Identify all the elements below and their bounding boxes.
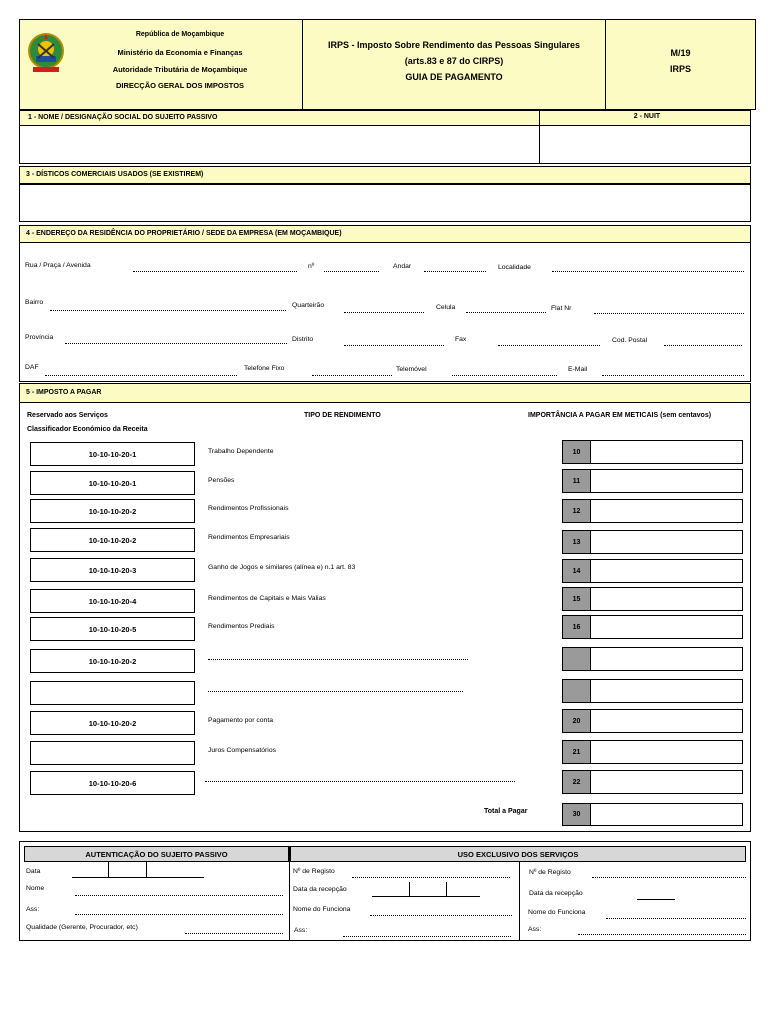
- localidade-field[interactable]: [552, 271, 744, 272]
- footer-divider-2: [519, 862, 520, 940]
- telemovel-label: Telemóvel: [396, 366, 427, 373]
- ministry-name: Ministério da Economia e Finanças: [117, 48, 243, 57]
- telefone-field[interactable]: [312, 375, 392, 376]
- classifier-code-box: 10-10-10-20-1: [30, 471, 195, 495]
- section4-label: 4 - ENDEREÇO DA RESIDÊNCIA DO PROPRIETÁRIO / SEDE DA EMPRESA (EM MOÇAMBIQUE): [26, 230, 342, 237]
- localidade-label: Localidade: [498, 264, 531, 271]
- email-label: E-Mail: [568, 366, 588, 373]
- amount-field[interactable]: [590, 740, 743, 764]
- fax-field[interactable]: [498, 345, 600, 346]
- classifier-code-box: [30, 681, 195, 705]
- classifier-code-box: 10-10-10-20-4: [30, 589, 195, 613]
- recepcao-sep-1: [409, 882, 410, 897]
- ass3-label: Ass:: [528, 926, 542, 933]
- nome-field[interactable]: [75, 895, 283, 896]
- reserved-label: Reservado aos Serviços: [27, 412, 108, 419]
- income-type-label: Ganho de Jogos e similares (alínea e) n.1 art. 83: [208, 564, 356, 571]
- nome-funcionario-label: Nome do Funciona: [293, 906, 351, 913]
- daf-field[interactable]: [45, 375, 237, 376]
- data-recepcao-field[interactable]: [372, 896, 480, 897]
- andar-field[interactable]: [424, 271, 486, 272]
- line-number-box: 12: [562, 499, 591, 523]
- nome-label: Nome: [26, 885, 45, 892]
- total-label: Total a Pagar: [484, 808, 528, 815]
- tax-title: IRPS - Imposto Sobre Rendimento das Pessoas Singulares: [327, 40, 581, 50]
- provincia-field[interactable]: [65, 343, 287, 344]
- rua-field[interactable]: [133, 271, 297, 272]
- amount-field[interactable]: [590, 440, 743, 464]
- guide-title: GUIA DE PAGAMENTO: [405, 72, 503, 82]
- data-recepcao-label-2: Data da recepção: [529, 890, 583, 897]
- income-type-label: Rendimentos Profissionais: [208, 505, 289, 512]
- quarteirao-label: Quarteirão: [292, 302, 325, 309]
- classifier-code-box: 10-10-10-20-3: [30, 558, 195, 582]
- numero-field[interactable]: [324, 271, 379, 272]
- numero-label: nº: [308, 263, 315, 270]
- ass2-label: Ass:: [294, 927, 308, 934]
- line-number-box: 21: [562, 740, 591, 764]
- directorate-name: DIRECÇÃO GERAL DOS IMPOSTOS: [115, 81, 245, 90]
- flat-field[interactable]: [594, 313, 744, 314]
- classifier-label: Classificador Económico da Receita: [27, 426, 148, 433]
- classifier-code-box: 10-10-10-20-2: [30, 649, 195, 673]
- date-sep-1: [108, 862, 109, 878]
- name-field[interactable]: [19, 125, 540, 164]
- cod-postal-label: Cod. Postal: [612, 337, 648, 344]
- other-income-line[interactable]: [205, 781, 515, 782]
- tipo-rendimento-header: TIPO DE RENDIMENTO: [304, 412, 381, 419]
- coat-of-arms-emblem: [24, 30, 68, 76]
- income-type-label: Rendimentos de Capitais e Mais Valias: [208, 595, 326, 602]
- amount-field[interactable]: [590, 770, 743, 794]
- ass-field[interactable]: [75, 914, 283, 915]
- income-type-label: Juros Compensatórios: [208, 747, 276, 754]
- classifier-code-box: [30, 741, 195, 765]
- line-number-box: 20: [562, 709, 591, 733]
- classifier-code-box: 10-10-10-20-2: [30, 499, 195, 523]
- data-label: Data: [26, 868, 41, 875]
- celula-field[interactable]: [466, 312, 546, 313]
- importancia-header: IMPORTÂNCIA A PAGAR EM METICAIS (sem centavos): [528, 412, 712, 419]
- total-amount-field[interactable]: [590, 803, 743, 826]
- quarteirao-field[interactable]: [344, 312, 424, 313]
- date-sep-2: [146, 862, 147, 878]
- qualidade-field[interactable]: [185, 933, 283, 934]
- distrito-label: Distrito: [292, 336, 314, 343]
- amount-field[interactable]: [590, 647, 743, 671]
- n-registo-label-2: Nº de Registo: [529, 869, 571, 876]
- n-registo-label: Nº de Registo: [293, 868, 335, 875]
- line-number-box: 14: [562, 559, 591, 583]
- amount-field[interactable]: [590, 679, 743, 703]
- line-number-box: [562, 647, 591, 671]
- amount-field[interactable]: [590, 615, 743, 639]
- income-type-label: Trabalho Dependente: [208, 448, 274, 455]
- income-type-label: Rendimentos Prediais: [208, 623, 275, 630]
- rua-label: Rua / Praça / Avenida: [25, 262, 91, 269]
- line-number-box: 16: [562, 615, 591, 639]
- line-number-box: [562, 679, 591, 703]
- line-number-box: 10: [562, 440, 591, 464]
- section5-label: 5 - IMPOSTO A PAGAR: [26, 389, 102, 396]
- n-registo-field[interactable]: [352, 877, 510, 878]
- amount-field[interactable]: [590, 559, 743, 583]
- data-recepcao-label: Data da recepção: [293, 886, 347, 893]
- republic-name: República de Moçambique: [135, 31, 225, 38]
- nuit-field[interactable]: [539, 125, 751, 164]
- data-recepcao-field-2[interactable]: [637, 899, 675, 900]
- telemovel-field[interactable]: [452, 375, 557, 376]
- cod-postal-field[interactable]: [664, 345, 742, 346]
- amount-field[interactable]: [590, 530, 743, 554]
- classifier-code-box: 10-10-10-20-2: [30, 711, 195, 735]
- auth-title: AUTENTICAÇÃO DO SUJEITO PASSIVO: [24, 846, 289, 862]
- line-number-box: 15: [562, 587, 591, 611]
- amount-field[interactable]: [590, 587, 743, 611]
- line-number-box: 13: [562, 530, 591, 554]
- classifier-code-box: 10-10-10-20-1: [30, 442, 195, 466]
- recepcao-sep-2: [446, 882, 447, 897]
- other-income-line[interactable]: [208, 659, 468, 660]
- section3-label: 3 - DÍSTICOS COMERCIAIS USADOS (SE EXISTIREM): [26, 171, 204, 178]
- line-number-box: 11: [562, 469, 591, 493]
- classifier-code-box: 10-10-10-20-5: [30, 617, 195, 641]
- tax-articles: (arts.83 e 87 do CIRPS): [404, 56, 504, 66]
- daf-label: DAF: [25, 364, 39, 371]
- provincia-label: Província: [25, 334, 54, 341]
- income-type-label: Pensões: [208, 477, 235, 484]
- n-registo-field-2[interactable]: [592, 877, 746, 878]
- form-code: M/19: [670, 48, 691, 58]
- qualidade-label: Qualidade (Gerente, Procurador, etc): [26, 924, 138, 931]
- flat-label: Flat Nr: [551, 305, 572, 312]
- classifier-code-box: 10-10-10-20-6: [30, 771, 195, 795]
- andar-label: Andar: [393, 263, 412, 270]
- amount-field[interactable]: [590, 499, 743, 523]
- line-number-box: 22: [562, 770, 591, 794]
- nuit-label: 2 - NUIT: [633, 113, 661, 120]
- celula-label: Celula: [436, 304, 456, 311]
- section5-header: [19, 383, 751, 403]
- bairro-field[interactable]: [50, 310, 286, 311]
- ass3-field[interactable]: [578, 934, 746, 935]
- income-type-label: Pagamento por conta: [208, 717, 273, 724]
- disticos-field[interactable]: [19, 184, 751, 222]
- ass-label: Ass:: [26, 906, 40, 913]
- form-tax: IRPS: [669, 64, 691, 74]
- authority-name: Autoridade Tributária de Moçambique: [112, 65, 248, 74]
- classifier-code-box: 10-10-10-20-2: [30, 528, 195, 552]
- total-number-box: 30: [562, 803, 591, 826]
- nome-funcionario-field-2[interactable]: [606, 918, 746, 919]
- distrito-field[interactable]: [344, 345, 444, 346]
- amount-field[interactable]: [590, 709, 743, 733]
- bairro-label: Bairro: [25, 299, 44, 306]
- date-field[interactable]: [72, 877, 204, 878]
- section1-label: 1 - NOME / DESIGNAÇÃO SOCIAL DO SUJEITO PASSIVO: [28, 114, 218, 121]
- other-income-line[interactable]: [208, 691, 463, 692]
- fax-label: Fax: [455, 336, 467, 343]
- service-title: USO EXCLUSIVO DOS SERVIÇOS: [290, 846, 746, 862]
- nome-funcionario-field[interactable]: [370, 915, 512, 916]
- ass2-field[interactable]: [343, 936, 511, 937]
- email-field[interactable]: [602, 375, 744, 376]
- income-type-label: Rendimentos Empresariais: [208, 534, 290, 541]
- nome-funcionario-label-2: Nome do Funciona: [528, 909, 586, 916]
- amount-field[interactable]: [590, 469, 743, 493]
- telefone-label: Telefone Fixo: [244, 365, 285, 372]
